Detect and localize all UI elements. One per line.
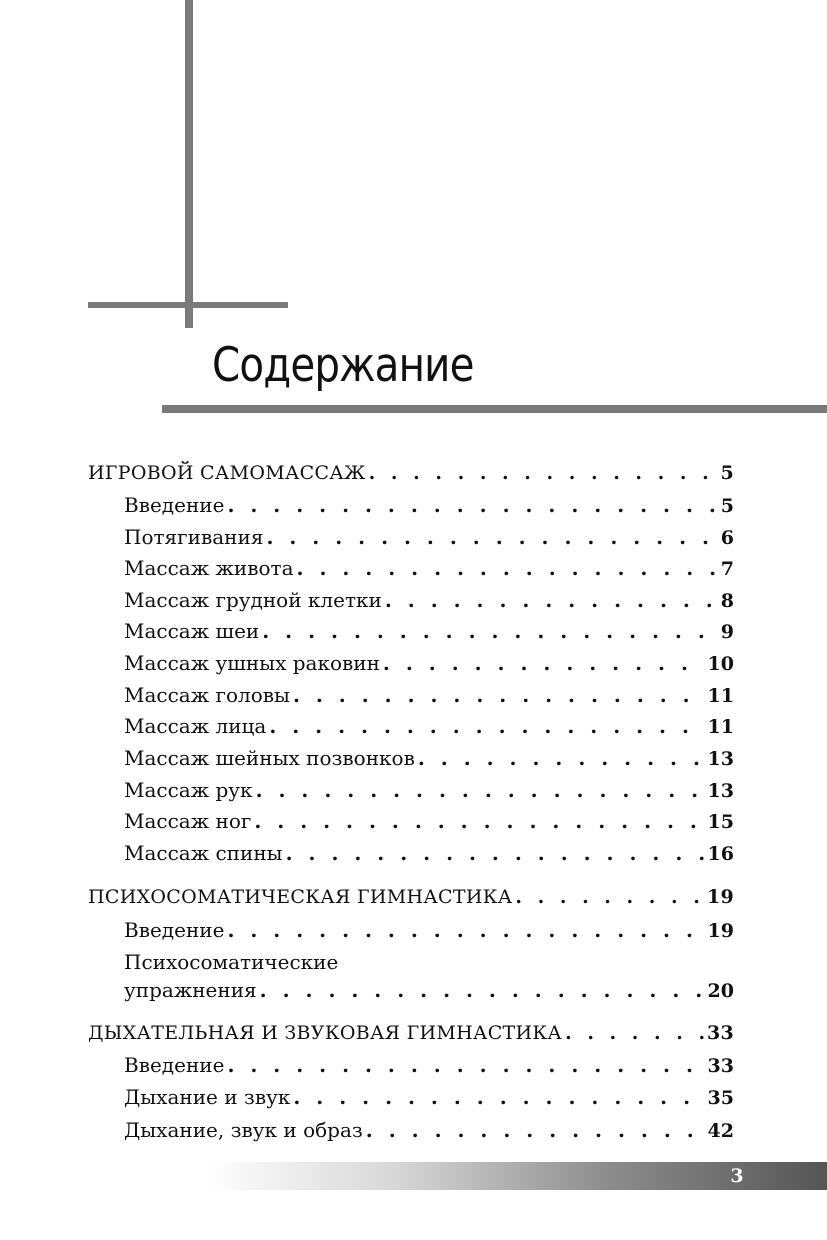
toc-section-3[interactable] <box>88 1018 734 1048</box>
page-number: 11 <box>707 716 734 738</box>
toc-entry[interactable] <box>124 522 734 553</box>
entry-title: Массаж ног <box>124 809 252 833</box>
dot-leader <box>293 1082 704 1112</box>
dot-leader <box>227 1050 704 1080</box>
dot-leader <box>254 806 704 836</box>
entry-title: Массаж шейных позвонков <box>124 746 415 770</box>
toc-entry[interactable] <box>124 1082 734 1113</box>
entry-title: Массаж спины <box>124 841 283 865</box>
dot-leader <box>366 1115 705 1145</box>
dot-leader <box>297 553 718 583</box>
page-number: 13 <box>707 780 734 802</box>
page-number: 11 <box>707 685 734 707</box>
toc-entry[interactable] <box>124 711 734 742</box>
entry-title: упражнения <box>124 978 257 1002</box>
dot-leader <box>266 522 717 552</box>
toc-section-1[interactable] <box>88 458 734 488</box>
entry-title: Массаж лица <box>124 714 267 738</box>
page-number: 33 <box>707 1055 734 1077</box>
dot-leader <box>262 616 718 646</box>
entry-title: Массаж головы <box>124 683 290 707</box>
toc-entry[interactable] <box>124 1115 734 1146</box>
entry-title: Введение <box>124 918 225 942</box>
entry-title: Массаж рук <box>124 778 253 802</box>
dot-leader <box>227 490 717 520</box>
toc-entry[interactable] <box>124 490 734 521</box>
toc-section-2[interactable] <box>88 882 734 912</box>
section-title: ДЫХАТЕЛЬНАЯ И ЗВУКОВАЯ ГИМНАСТИКА <box>88 1022 563 1044</box>
page-number: 5 <box>720 462 734 484</box>
page-number: 15 <box>707 811 734 833</box>
footer-page-number: 3 <box>730 1165 744 1187</box>
page-number: 33 <box>706 1022 734 1044</box>
entry-title: Дыхание, звук и образ <box>124 1118 363 1142</box>
dot-leader <box>286 838 705 868</box>
toc-entry[interactable] <box>124 1050 734 1081</box>
page-number: 7 <box>720 558 734 580</box>
dot-leader <box>227 915 704 945</box>
toc-entry[interactable] <box>124 585 734 616</box>
toc-entry[interactable] <box>124 616 734 647</box>
section-title: ИГРОВОЙ САМОМАССАЖ <box>88 462 366 484</box>
toc-entry[interactable] <box>124 806 734 837</box>
toc-entry[interactable] <box>124 975 734 1006</box>
entry-title: Введение <box>124 493 225 517</box>
page-number: 42 <box>707 1120 734 1142</box>
entry-title: Дыхание и звук <box>124 1085 291 1109</box>
page-number: 35 <box>707 1087 734 1109</box>
page-number: 13 <box>707 748 734 770</box>
page-title: Содержание <box>212 338 474 393</box>
entry-title: Потягивания <box>124 525 264 549</box>
dot-leader <box>293 680 705 710</box>
dot-leader <box>256 775 705 805</box>
entry-title: Введение <box>124 1053 225 1077</box>
page-number: 16 <box>707 843 734 865</box>
entry-title: Массаж живота <box>124 556 294 580</box>
dot-leader <box>565 1018 704 1048</box>
section-title: ПСИХОСОМАТИЧЕСКАЯ ГИМНАСТИКА <box>88 886 513 908</box>
entry-title: Массаж грудной клетки <box>124 588 382 612</box>
dot-leader <box>383 648 705 678</box>
dot-leader <box>418 743 705 773</box>
dot-leader <box>269 711 704 741</box>
toc-entry[interactable] <box>124 775 734 806</box>
toc-entry[interactable] <box>124 915 734 946</box>
toc-entry[interactable] <box>124 648 734 679</box>
dot-leader <box>515 882 704 912</box>
page-number: 19 <box>706 886 734 908</box>
page-number: 5 <box>720 495 734 517</box>
toc-entry[interactable] <box>124 838 734 869</box>
page-number: 10 <box>707 653 734 675</box>
page-number: 6 <box>720 527 734 549</box>
entry-title: Массаж шеи <box>124 619 260 643</box>
page-number: 9 <box>720 621 734 643</box>
page-number: 8 <box>720 590 734 612</box>
page-number: 19 <box>707 920 734 942</box>
toc-entry[interactable] <box>124 680 734 711</box>
toc-entry[interactable] <box>124 553 734 584</box>
dot-leader <box>260 975 705 1005</box>
toc-entry[interactable] <box>124 743 734 774</box>
entry-title: Массаж ушных раковин <box>124 651 380 675</box>
entry-title-line1: Психосоматические <box>124 950 339 974</box>
dot-leader <box>369 458 718 488</box>
page-number: 20 <box>707 980 734 1002</box>
dot-leader <box>385 585 718 615</box>
